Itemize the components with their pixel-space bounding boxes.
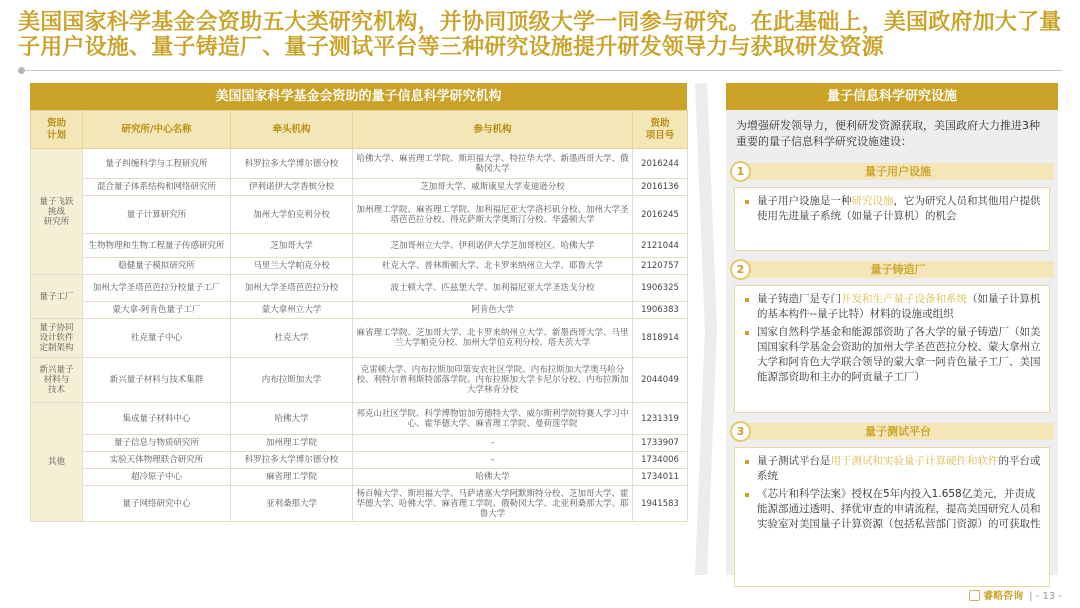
- partners-cell: -: [353, 452, 633, 469]
- table-row: [31, 275, 688, 302]
- page-title: 美国国家科学基金会资助五大类研究机构，并协同顶级大学一同参与研究。在此基础上，美国政府加大了量子用户设施、量子铸造厂、量子测试平台等三种研究设施提升研发领导力与获取研发资源: [18, 9, 1062, 60]
- lead-cell: 加州大学圣塔芭芭拉分校: [231, 275, 353, 302]
- section-number: 3: [730, 421, 751, 442]
- institute-cell: 量子纠缠科学与工程研究所: [83, 149, 231, 179]
- table-row: [31, 435, 688, 452]
- table-header-row: [31, 111, 688, 149]
- partners-cell: 杨百翰大学、斯坦福大学、马萨诸塞大学阿默斯特分校、芝加哥大学、霍华德大学、哈佛大学、麻省理工学院、俄勒冈大学、北亚利桑那大学、耶鲁大学: [353, 486, 633, 522]
- table-row: [31, 319, 688, 358]
- partners-cell: 麻省理工学院、芝加哥大学、北卡罗来纳州立大学、新墨西哥大学、马里兰大学帕克分校、加州大学伯克利分校、塔夫茨大学: [353, 319, 633, 358]
- page-number: | - 13 -: [1029, 591, 1062, 602]
- table-row: [31, 258, 688, 275]
- lead-cell: 加州大学伯克利分校: [231, 196, 353, 234]
- partners-cell: 阿肯色大学: [353, 302, 633, 319]
- award-id-cell: 1818914: [633, 319, 688, 358]
- chevron-right-icon: [695, 83, 717, 575]
- facilities-panel: [726, 83, 1058, 575]
- lead-cell: 科罗拉多大学博尔德分校: [231, 149, 353, 179]
- col-header-program: 资助 计划: [31, 111, 83, 149]
- lead-cell: 科罗拉多大学博尔德分校: [231, 452, 353, 469]
- bullet-point: 国家自然科学基金和能源部资助了各大学的量子铸造厂（如美国国家科学基金会资助的加州大学圣芭芭拉分校、蒙大拿州立大学和阿肯色大学联合领导的蒙大拿一阿肯色量子工厂、美国能源部资助和主办的阿贡量子工厂）: [743, 325, 1041, 385]
- program-cell: 量子协同 设计软件 定制架构: [31, 319, 83, 358]
- highlight-text: 研究设施: [851, 195, 894, 207]
- col-header-institute: 研究所/中心名称: [83, 111, 231, 149]
- award-id-cell: 1906325: [633, 275, 688, 302]
- partners-cell: 杜克大学、普林斯顿大学、北卡罗来纳州立大学、耶鲁大学: [353, 258, 633, 275]
- brand-name: 睿略咨询: [983, 591, 1024, 602]
- section-number: 1: [730, 161, 751, 182]
- award-id-cell: 2121044: [633, 234, 688, 258]
- table-row: [31, 403, 688, 435]
- award-id-cell: 2016244: [633, 149, 688, 179]
- institute-cell: 量子信息与物质研究所: [83, 435, 231, 452]
- highlight-text: 用于测试和实验量子计算硬件和软件: [830, 455, 999, 467]
- institutes-table: [30, 110, 688, 522]
- institute-cell: 稳健量子模拟研究所: [83, 258, 231, 275]
- table-row: [31, 149, 688, 179]
- award-id-cell: 1941583: [633, 486, 688, 522]
- table-title: 美国国家科学基金会资助的量子信息科学研究机构: [30, 83, 687, 110]
- partners-cell: 哈佛大学: [353, 469, 633, 486]
- col-header-partners: 参与机构: [353, 111, 633, 149]
- table-row: [31, 302, 688, 319]
- section-number: 2: [730, 259, 751, 280]
- brand-logo-icon: [969, 590, 980, 601]
- partners-cell: 波士顿大学、匹兹堡大学、加利福尼亚大学圣迭戈分校: [353, 275, 633, 302]
- panel-title: 量子信息科学研究设施: [726, 83, 1058, 110]
- institute-cell: 超冷原子中心: [83, 469, 231, 486]
- section-body: [734, 285, 1050, 413]
- section-body: [734, 447, 1050, 587]
- institute-cell: 加州大学圣塔芭芭拉分校量子工厂: [83, 275, 231, 302]
- program-cell: 其他: [31, 403, 83, 522]
- lead-cell: 伊利诺伊大学香槟分校: [231, 179, 353, 196]
- partners-cell: -: [353, 435, 633, 452]
- award-id-cell: 1733907: [633, 435, 688, 452]
- institute-cell: 新兴量子材料与技术集群: [83, 358, 231, 403]
- institute-cell: 集成量子材料中心: [83, 403, 231, 435]
- table-row: [31, 179, 688, 196]
- table-row: [31, 452, 688, 469]
- lead-cell: 芝加哥大学: [231, 234, 353, 258]
- table-row: [31, 358, 688, 403]
- lead-cell: 马里兰大学帕克分校: [231, 258, 353, 275]
- col-header-lead: 牵头机构: [231, 111, 353, 149]
- program-cell: 新兴量子 材料与 技术: [31, 358, 83, 403]
- section-title: 量子铸造厂: [742, 261, 1054, 278]
- section-user-facility: [730, 161, 1054, 251]
- award-id-cell: 2120757: [633, 258, 688, 275]
- institute-cell: 混合量子体系结构和网络研究所: [83, 179, 231, 196]
- institutes-table-section: [30, 83, 687, 522]
- col-header-award-id: 资助 项目号: [633, 111, 688, 149]
- lead-cell: 加州理工学院: [231, 435, 353, 452]
- award-id-cell: 1231319: [633, 403, 688, 435]
- section-title: 量子测试平台: [742, 423, 1054, 440]
- award-id-cell: 2044049: [633, 358, 688, 403]
- partners-cell: 克雷顿大学、内布拉斯加印第安农社区学院、内布拉斯加大学奥马哈分校、利特尔普利斯特部落学院、内布拉斯加大学卡尼尔分校、内布拉斯加大学林肯分校: [353, 358, 633, 403]
- award-id-cell: 1734006: [633, 452, 688, 469]
- section-title: 量子用户设施: [742, 163, 1054, 180]
- section-testbed: [730, 421, 1054, 587]
- lead-cell: 哈佛大学: [231, 403, 353, 435]
- table-row: [31, 469, 688, 486]
- lead-cell: 杜克大学: [231, 319, 353, 358]
- institute-cell: 实验天体物理联合研究所: [83, 452, 231, 469]
- program-cell: 量子工厂: [31, 275, 83, 319]
- panel-intro: 为增强研发领导力，便利研发资源获取，美国政府大力推进3种重要的量子信息科学研究设施建设：: [736, 119, 1040, 148]
- partners-cell: 加州理工学院、麻省理工学院、加利福尼亚大学洛杉矶分校、加州大学圣塔芭芭拉分校、得克萨斯大学奥斯汀分校、华盛顿大学: [353, 196, 633, 234]
- highlight-text: 开发和生产量子设备和系统: [841, 293, 967, 305]
- institute-cell: 蒙大拿-阿肯色量子工厂: [83, 302, 231, 319]
- table-row: [31, 196, 688, 234]
- lead-cell: 内布拉斯加大学: [231, 358, 353, 403]
- partners-cell: 芝加哥州立大学、伊利诺伊大学芝加哥校区、哈佛大学: [353, 234, 633, 258]
- lead-cell: 麻省理工学院: [231, 469, 353, 486]
- award-id-cell: 1734011: [633, 469, 688, 486]
- lead-cell: 亚利桑那大学: [231, 486, 353, 522]
- bullet-point: 《芯片和科学法案》授权在5年内投入1.658亿美元，并责成能源部通过透明、择优审查的申请流程，提高美国研究人员和实验室对美国量子计算资源（包括私营部门资源）的可获取性: [743, 487, 1041, 532]
- bullet-point: 量子铸造厂是专门开发和生产量子设备和系统（如量子计算机的基本构件--量子比特）材料的设施或组织: [743, 292, 1041, 322]
- award-id-cell: 2016136: [633, 179, 688, 196]
- bullet-point: 量子测试平台是用于测试和实验量子计算硬件和软件的平台或系统: [743, 454, 1041, 484]
- partners-cell: 芝加哥大学、威斯康星大学麦迪逊分校: [353, 179, 633, 196]
- institute-cell: 生物物理和生物工程量子传感研究所: [83, 234, 231, 258]
- lead-cell: 蒙大拿州立大学: [231, 302, 353, 319]
- award-id-cell: 1906383: [633, 302, 688, 319]
- title-divider: [22, 70, 1062, 71]
- institute-cell: 量子网络研究中心: [83, 486, 231, 522]
- institute-cell: 杜克量子中心: [83, 319, 231, 358]
- institute-cell: 量子计算研究所: [83, 196, 231, 234]
- section-body: [734, 187, 1050, 251]
- partners-cell: 哈佛大学、麻省理工学院、斯坦福大学、特拉华大学、新墨西哥大学、俄勒冈大学: [353, 149, 633, 179]
- table-body: [31, 149, 688, 522]
- footer: [969, 587, 1062, 602]
- table-row: [31, 234, 688, 258]
- section-foundry: [730, 259, 1054, 413]
- partners-cell: 邦克山社区学院、科学博物馆加劳德特大学、威尔斯利学院特赛人学习中心、霍华德大学、麻省理工学院、曼荷莲学院: [353, 403, 633, 435]
- table-row: [31, 486, 688, 522]
- award-id-cell: 2016245: [633, 196, 688, 234]
- program-cell: 量子飞跃 挑战 研究所: [31, 149, 83, 275]
- bullet-point: 量子用户设施是一种研究设施，它为研究人员和其他用户提供使用先进量子系统（如量子计算机）的机会: [743, 194, 1041, 224]
